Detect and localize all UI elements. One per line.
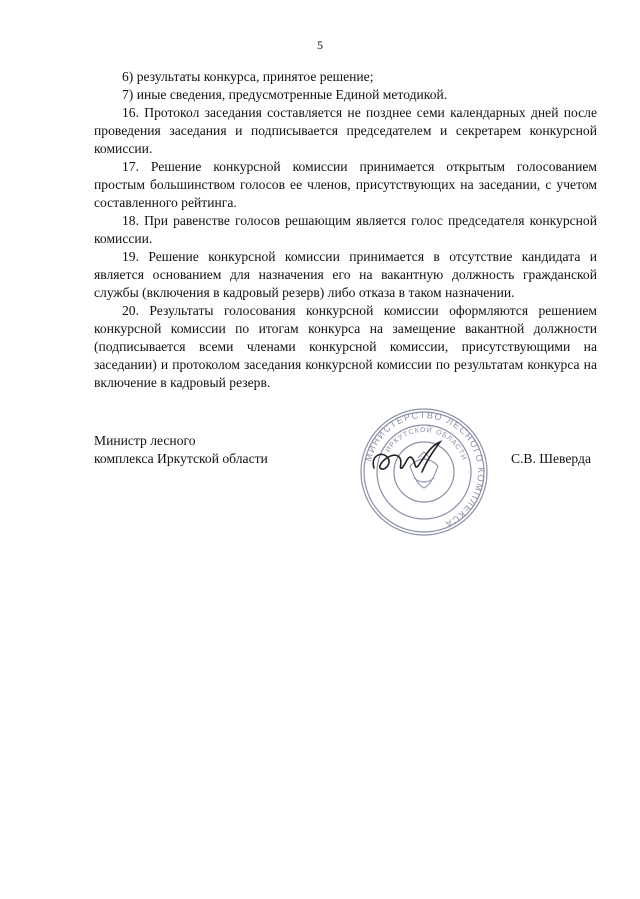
document-body [94, 68, 597, 392]
paragraph-item-7: 7) иные сведения, предусмотренные Единой методикой. [122, 87, 448, 102]
paragraph-item-6: 6) результаты конкурса, принятое решение; [122, 69, 374, 84]
svg-text:МИНИСТЕРСТВО ЛЕСНОГО КОМПЛЕКСА: МИНИСТЕРСТВО ЛЕСНОГО КОМПЛЕКСА [363, 409, 487, 530]
signer-title-line-1: Министр лесного [94, 433, 196, 448]
page-number: 5 [317, 38, 323, 52]
signer-title [94, 432, 268, 468]
paragraph-20: 20. Результаты голосования конкурсной комиссии оформляются решением конкурсной комиссии по итогам конкурса на замещение вакантной должности (подписывается всеми членами конкурсной комиссии, присутствующими на заседании) и протоколом заседания конкурсной комиссии по результатам конкурса на включение в кадровый резерв. [94, 303, 597, 390]
handwritten-signature [368, 438, 458, 482]
paragraph-17: 17. Решение конкурсной комиссии принимается открытым голосованием простым большинством голосов ее членов, присутствующих на заседании, с учетом составленного рейтинга. [94, 159, 597, 210]
paragraph-16: 16. Протокол заседания составляется не позднее семи календарных дней после проведения заседания и подписывается председателем и секретарем конкурсной комиссии. [94, 105, 597, 156]
svg-text:ИРКУТСКОЙ ОБЛАСТИ: ИРКУТСКОЙ ОБЛАСТИ [384, 426, 468, 462]
signer-title-line-2: комплекса Иркутской области [94, 451, 268, 466]
signer-name: С.В. Шеверда [510, 451, 591, 466]
signature-block [94, 409, 597, 572]
paragraph-19: 19. Решение конкурсной комиссии принимается в отсутствие кандидата и является основанием для назначения его на вакантную должность гражданской службы (включения в кадровый резерв) либо отказа в таком назначении. [94, 249, 597, 300]
paragraph-18: 18. При равенстве голосов решающим является голос председателя конкурсной комиссии. [94, 213, 597, 246]
